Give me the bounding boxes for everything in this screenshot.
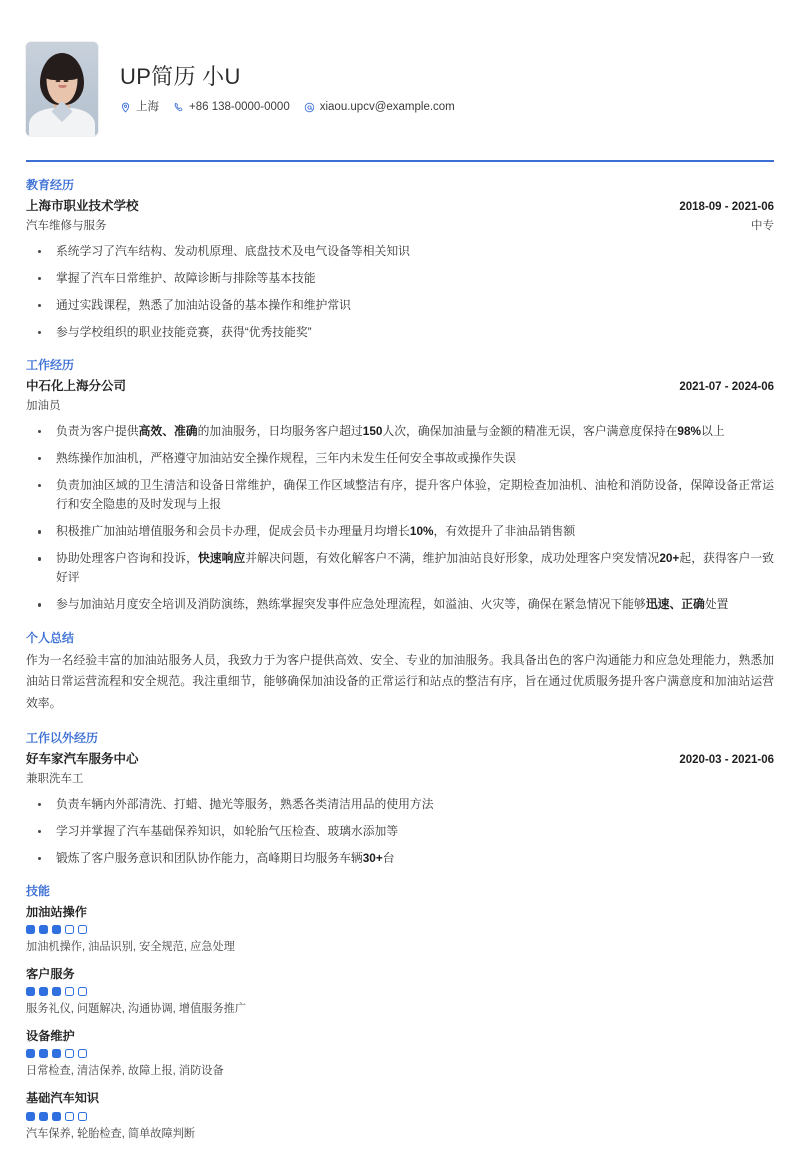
skill-dot-filled xyxy=(26,925,35,934)
skill-dot-filled xyxy=(26,1112,35,1121)
work-org: 中石化上海分公司 xyxy=(26,379,127,394)
extracurricular-entry xyxy=(26,750,774,868)
skill-dot-filled xyxy=(39,987,48,996)
list-item: 积极推广加油站增值服务和会员卡办理，促成会员卡办理量月均增长10%，有效提升了非油品销售额 xyxy=(26,522,774,541)
section-skills xyxy=(26,882,774,1142)
skill-name: 客户服务 xyxy=(26,967,75,982)
phone-icon xyxy=(173,102,184,113)
contact-location xyxy=(120,102,159,114)
list-item: 协助处理客户咨询和投诉，快速响应并解决问题，有效化解客户不满，维护加油站良好形象，成功处理客户突发情况20+起，获得客户一致好评 xyxy=(26,549,774,587)
skill-item xyxy=(26,1027,774,1080)
skill-dot-empty xyxy=(65,1112,74,1121)
section-personal-summary xyxy=(26,629,774,715)
extracurricular-entry-row-secondary xyxy=(26,771,774,789)
skill-dot-filled xyxy=(39,1049,48,1058)
resume-header xyxy=(26,28,774,156)
extracurricular-bullets xyxy=(26,795,774,868)
contact-email xyxy=(304,102,455,114)
contact-phone-value: +86 138-0000-0000 xyxy=(189,101,290,113)
work-entry xyxy=(26,377,774,615)
skill-dot-empty xyxy=(65,925,74,934)
list-item: 学习并掌握了汽车基础保养知识，如轮胎气压检查、玻璃水添加等 xyxy=(26,822,774,841)
education-org: 上海市职业技术学校 xyxy=(26,199,139,213)
list-item: 熟练操作加油机，严格遵守加油站安全操作规程，三年内未发生任何安全事故或操作失误 xyxy=(26,449,774,468)
extracurricular-role: 兼职洗车工 xyxy=(26,772,84,785)
skill-level-rating xyxy=(26,987,774,996)
skill-dot-filled xyxy=(26,1049,35,1058)
skill-dot-filled xyxy=(39,1112,48,1121)
skill-item xyxy=(26,1089,774,1142)
list-item: 参与学校组织的职业技能竞赛，获得“优秀技能奖” xyxy=(26,323,774,342)
section-work-experience xyxy=(26,356,774,615)
skill-dot-empty xyxy=(78,1049,87,1058)
avatar-fringe xyxy=(43,62,81,80)
section-title-work: 工作经历 xyxy=(26,358,75,373)
list-item: 锻炼了客户服务意识和团队协作能力，高峰期日均服务车辆30+台 xyxy=(26,849,774,868)
education-degree: 中专 xyxy=(751,219,774,232)
education-bullets xyxy=(26,242,774,342)
section-title-extracurricular: 工作以外经历 xyxy=(26,731,99,745)
skill-item xyxy=(26,903,774,956)
skills-list xyxy=(26,903,774,1142)
skill-name: 基础汽车知识 xyxy=(26,1091,100,1106)
work-date: 2021-07 - 2024-06 xyxy=(679,381,774,394)
skill-name: 设备维护 xyxy=(26,1029,75,1044)
extracurricular-entry-row-primary xyxy=(26,750,774,770)
work-entry-row-primary xyxy=(26,377,774,397)
contact-email-value: xiaou.upcv@example.com xyxy=(319,101,455,113)
skill-level-rating xyxy=(26,1049,774,1058)
list-item: 掌握了汽车日常维护、故障诊断与排除等基本技能 xyxy=(26,269,774,288)
work-role: 加油员 xyxy=(26,399,61,412)
skill-item xyxy=(26,965,774,1018)
extracurricular-date: 2020-03 - 2021-06 xyxy=(679,754,774,766)
education-major: 汽车维修与服务 xyxy=(26,219,107,232)
list-item: 负责车辆内外部清洗、打蜡、抛光等服务，熟悉各类清洁用品的使用方法 xyxy=(26,795,774,814)
location-pin-icon xyxy=(120,102,131,113)
section-title-skills: 技能 xyxy=(26,883,51,898)
list-item: 参与加油站月度安全培训及消防演练，熟练掌握突发事件应急处理流程，如溢油、火灾等，确保在紧急情况下能够迅速、正确处置 xyxy=(26,595,774,614)
extracurricular-org: 好车家汽车服务中心 xyxy=(26,752,139,766)
skill-dot-empty xyxy=(78,1112,87,1121)
work-bullets xyxy=(26,422,774,615)
list-item: 系统学习了汽车结构、发动机原理、底盘技术及电气设备等相关知识 xyxy=(26,242,774,261)
list-item: 通过实践课程，熟悉了加油站设备的基本操作和维护常识 xyxy=(26,296,774,315)
section-title-summary: 个人总结 xyxy=(26,630,75,645)
skill-keywords: 服务礼仪, 问题解决, 沟通协调, 增值服务推广 xyxy=(26,1003,247,1016)
education-entry xyxy=(26,197,774,342)
skill-level-rating xyxy=(26,925,774,934)
section-extracurricular xyxy=(26,729,774,868)
contact-location-value: 上海 xyxy=(136,101,159,113)
section-education xyxy=(26,176,774,342)
avatar xyxy=(26,42,98,136)
skill-dot-filled xyxy=(52,925,61,934)
header-divider xyxy=(26,160,774,162)
skill-dot-empty xyxy=(65,1049,74,1058)
skill-name: 加油站操作 xyxy=(26,904,87,919)
email-at-icon xyxy=(304,102,315,113)
skill-dot-empty xyxy=(78,987,87,996)
skill-dot-filled xyxy=(52,1049,61,1058)
list-item: 负责为客户提供高效、准确的加油服务，日均服务客户超过150人次，确保加油量与金额的精准无误，客户满意度保持在98%以上 xyxy=(26,422,774,441)
skill-dot-empty xyxy=(65,987,74,996)
skill-dot-filled xyxy=(26,987,35,996)
skill-keywords: 加油机操作, 油品识别, 安全规范, 应急处理 xyxy=(26,941,235,954)
skill-dot-filled xyxy=(52,1112,61,1121)
page-title: UP简历 小U xyxy=(120,64,241,89)
education-entry-row-primary xyxy=(26,197,774,217)
contact-phone xyxy=(173,102,290,114)
list-item: 负责加油区域的卫生清洁和设备日常维护，确保工作区域整洁有序，提升客户体验，定期检查加油机、油枪和消防设备，保障设备正常运行和安全隐患的及时发现与上报 xyxy=(26,476,774,514)
skill-level-rating xyxy=(26,1112,774,1121)
contact-list xyxy=(120,102,774,114)
skill-dot-filled xyxy=(39,925,48,934)
skill-dot-empty xyxy=(78,925,87,934)
education-date: 2018-09 - 2021-06 xyxy=(679,201,774,213)
header-text-block xyxy=(120,63,774,115)
skill-keywords: 日常检查, 清洁保养, 故障上报, 消防设备 xyxy=(26,1065,224,1078)
skill-dot-filled xyxy=(52,987,61,996)
education-entry-row-secondary xyxy=(26,218,774,236)
section-title-education: 教育经历 xyxy=(26,178,75,192)
work-entry-row-secondary xyxy=(26,398,774,416)
summary-text: 作为一名经验丰富的加油站服务人员，我致力于为客户提供高效、安全、专业的加油服务。我具备出色的客户沟通能力和应急处理能力，熟悉加油站日常运营流程和安全规范。我注重细节，能够确保加油设备的正常运行和站点的整洁有序，旨在通过优质服务提升客户满意度和加油站运营效率。 xyxy=(26,652,774,711)
avatar-mouth xyxy=(58,85,66,88)
skill-keywords: 汽车保养, 轮胎检查, 简单故障判断 xyxy=(26,1127,196,1140)
